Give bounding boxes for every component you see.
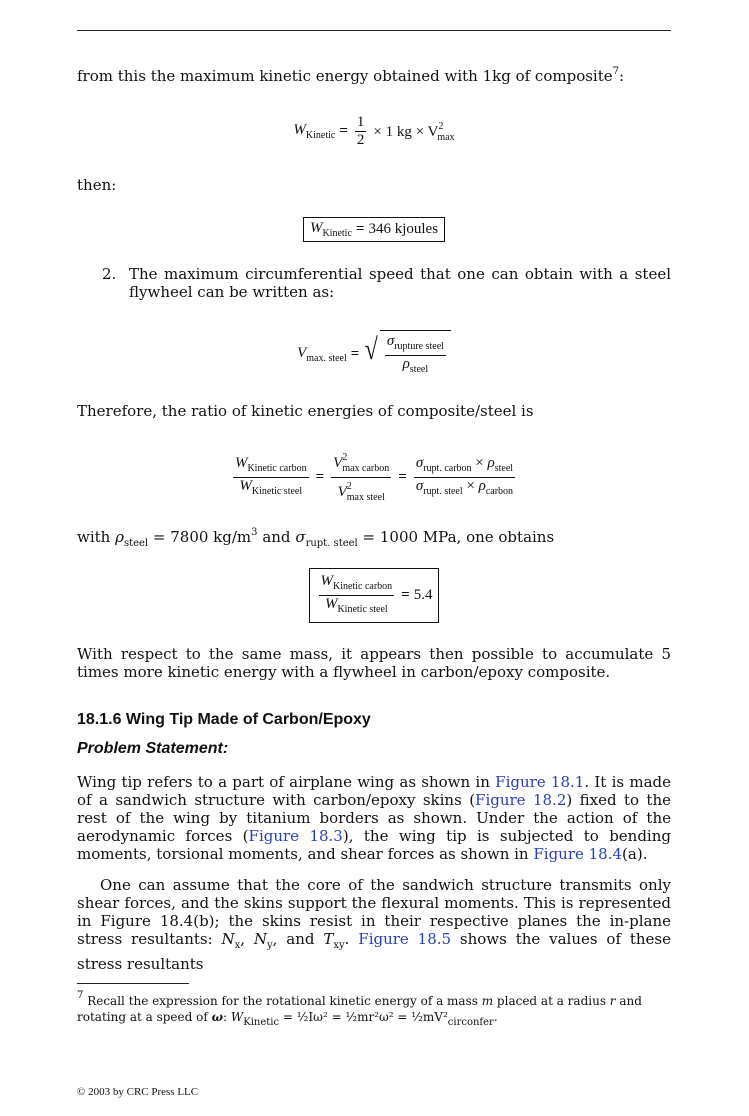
eq3-den-sub: steel	[409, 364, 429, 375]
eq3-num-sub: rupture steel	[394, 341, 444, 352]
footnote-text-2: placed at a radius	[493, 994, 610, 1008]
eq4-f3-num-a-sub: rupt. carbon	[423, 463, 472, 474]
eq4-f3-den-b: ρ	[478, 478, 486, 494]
eq3-lhs: V	[297, 344, 307, 361]
eq5-value: 5.4	[413, 587, 433, 603]
footnote-ref[interactable]: 7	[612, 66, 619, 77]
footnote-end: .	[493, 1010, 498, 1024]
para6-ny-sub: y	[267, 940, 273, 951]
figure-18-1-link[interactable]: Figure 18.1	[495, 773, 585, 791]
para3-sigma-sub: rupt. steel	[305, 538, 358, 549]
equation-3	[77, 330, 671, 378]
eq3-fraction	[385, 333, 446, 378]
para3-with: with	[77, 528, 111, 546]
then-text: then:	[77, 176, 117, 194]
list-item-number: 2.	[102, 265, 117, 283]
para5-text-5: (a).	[622, 845, 648, 863]
eq4-fraction-3	[414, 455, 515, 500]
eq1-frac-den: 2	[356, 132, 365, 148]
eq5-equals: =	[401, 587, 410, 603]
section-heading: 18.1.6 Wing Tip Made of Carbon/Epoxy	[77, 711, 371, 728]
footnote	[77, 988, 671, 1031]
eq4-fraction-2	[331, 449, 391, 506]
eq2-lhs: W	[309, 220, 323, 236]
eq4-f3-den-a-sub: rupt. steel	[423, 486, 463, 497]
sqrt-sign-icon: √	[364, 333, 379, 366]
para3-rho-value: = 7800 kg/m	[152, 528, 252, 546]
eq5-box	[309, 568, 440, 623]
eq3-lhs-sub: max. steel	[306, 352, 347, 364]
eq3-equals: =	[350, 345, 360, 362]
eq4-f3-den-times: ×	[466, 478, 475, 494]
para5-text-2: . It is made of a sandwich structure with carbon/epoxy skins (	[77, 773, 671, 809]
para6-txy: T	[323, 930, 334, 948]
eq4-f3-den-a: σ	[415, 478, 424, 494]
paragraph-1-tail: :	[619, 67, 625, 85]
para6-txy-sub: xy	[333, 940, 345, 951]
footnote-text-4: :	[223, 1010, 231, 1024]
paragraph-4: With respect to the same mass, it appears then possible to accumulate 5 times more kinetic energy with a flywheel in carbon/epoxy composite.	[77, 645, 671, 681]
para6-text-1: One can assume that the core of the sandwich structure transmits only shear forces, and the skins support the flexural moments. This is represented in Figure 18.4(b); the skins resist in their respective planes the in-plane stress resultants:	[77, 876, 671, 948]
eq4-f3-num-b-sub: steel	[494, 463, 514, 474]
eq5-den-sub: Kinetic steel	[337, 604, 388, 615]
eq1-v-sub: max	[437, 131, 455, 143]
eq4-fraction-1	[233, 455, 309, 500]
para6-nx-sub: x	[234, 940, 241, 951]
para3-rho-sub: steel	[123, 538, 149, 549]
eq3-num: σ	[386, 333, 395, 349]
eq3-sqrt	[363, 330, 451, 378]
eq4-f3-num-b: ρ	[487, 455, 495, 471]
para6-period: .	[344, 930, 359, 948]
eq4-f3-den-b-sub: carbon	[485, 486, 514, 497]
para3-and: and	[262, 528, 291, 546]
footnote-rule	[77, 983, 189, 984]
equation-2	[77, 217, 671, 242]
footnote-formula-sub: Kinetic	[243, 1017, 280, 1028]
para6-and: , and	[272, 930, 324, 948]
para6-text-2: shows the values of these stress resultants	[77, 930, 671, 973]
eq4-f2-den: V	[337, 484, 347, 500]
eq5-num: W	[320, 573, 334, 589]
paragraph-5	[77, 773, 671, 863]
eq4-f3-num-times: ×	[475, 455, 484, 471]
eq4-equals-b: =	[398, 469, 407, 485]
figure-18-3-link[interactable]: Figure 18.3	[248, 827, 343, 845]
paragraph-6	[77, 876, 671, 973]
footnote-omega: ω	[211, 1010, 224, 1024]
para6-comma: ,	[240, 930, 254, 948]
para6-nx: N	[221, 930, 235, 948]
eq2-value: 346 kjoules	[368, 221, 439, 237]
eq1-rest: × 1 kg × V	[373, 123, 439, 140]
figure-18-2-link[interactable]: Figure 18.2	[475, 791, 567, 809]
eq2-equals: =	[355, 221, 365, 237]
eq1-lhs: W	[293, 122, 306, 138]
eq4-f1-num: W	[234, 455, 248, 471]
eq5-num-sub: Kinetic carbon	[333, 581, 393, 592]
para5-text-3: ) fixed to the rest of the wing by titanium borders as shown. Under the action of the aerodynamic forces (	[77, 791, 671, 845]
footnote-m: m	[481, 994, 494, 1008]
eq4-equals-a: =	[315, 469, 325, 485]
footnote-text-3: and rotating at a speed of	[77, 994, 642, 1024]
footnote-r: r	[609, 994, 616, 1008]
para3-rho: ρ	[115, 528, 124, 546]
eq4-f3-num-a: σ	[415, 455, 424, 471]
eq4-f1-den: W	[239, 478, 252, 494]
eq5-fraction	[319, 573, 395, 618]
para5-text-4: ), the wing tip is subjected to bending moments, torsional moments, and shear forces as shown in	[77, 827, 671, 863]
eq3-den: ρ	[402, 356, 410, 372]
eq1-v-sup: 2	[438, 120, 444, 132]
equation-5	[77, 568, 671, 623]
footnote-formula-sub-2: circonfer	[447, 1017, 494, 1028]
eq4-f2-num-sup: 2	[342, 452, 348, 463]
para3-rho-sup: 3	[251, 527, 258, 538]
footnote-text-1: Recall the expression for the rotational kinetic energy of a mass	[87, 994, 482, 1008]
eq1-fraction	[355, 114, 367, 149]
eq1-lhs-sub: Kinetic	[305, 130, 336, 141]
top-rule	[77, 30, 671, 31]
eq4-f2-den-sub: max steel	[346, 492, 385, 503]
footnote-formula-w: W	[230, 1010, 244, 1024]
eq4-f1-den-sub: Kinetic steel	[251, 486, 303, 497]
equation-1	[77, 114, 671, 149]
figure-18-4-link[interactable]: Figure 18.4	[533, 845, 623, 863]
eq4-f2-den-sup: 2	[346, 481, 352, 492]
problem-statement-heading: Problem Statement:	[77, 740, 229, 757]
paragraph-1	[77, 63, 671, 85]
eq2-lhs-sub: Kinetic	[322, 228, 352, 239]
eq1-equals: =	[339, 123, 348, 139]
copyright-footer: © 2003 by CRC Press LLC	[77, 1086, 199, 1098]
figure-18-5-link[interactable]: Figure 18.5	[358, 930, 452, 948]
paragraph-1-text: from this the maximum kinetic energy obtained with 1kg of composite	[77, 67, 613, 85]
paragraph-3	[77, 524, 671, 553]
eq5-den: W	[324, 596, 338, 612]
para6-ny: N	[253, 930, 268, 948]
eq1-frac-num: 1	[356, 114, 365, 130]
footnote-mark: 7	[77, 990, 84, 1001]
eq4-f2-num: V	[333, 455, 343, 471]
para3-sigma: σ	[295, 528, 306, 546]
para5-text-1: Wing tip refers to a part of airplane wing as shown in	[77, 773, 496, 791]
eq4-f1-num-sub: Kinetic carbon	[247, 463, 307, 474]
eq4-f2-num-sub: max carbon	[342, 463, 390, 474]
para3-sigma-value: = 1000 MPa, one obtains	[362, 528, 555, 546]
equation-4	[77, 449, 671, 506]
list-item-text: The maximum circumferential speed that one can obtain with a steel flywheel can be written as:	[129, 265, 671, 301]
eq2-box	[303, 217, 445, 242]
footnote-formula: = ½Iω² = ½mr²ω² = ½mV²	[279, 1010, 448, 1024]
paragraph-2: Therefore, the ratio of kinetic energies of composite/steel is	[77, 402, 534, 420]
